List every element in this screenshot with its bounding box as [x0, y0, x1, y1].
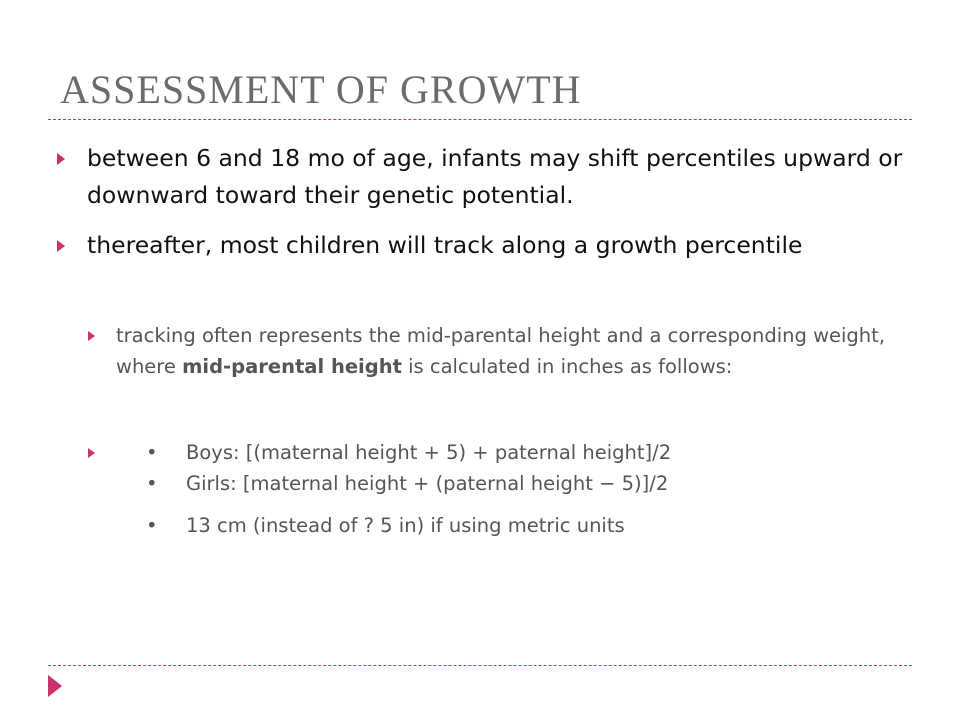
formula-item-boys	[146, 437, 671, 468]
formula-text: Boys: [(maternal height + 5) + paternal height]/2	[186, 441, 672, 464]
sub-bullet-arrow-icon	[88, 331, 95, 341]
formula-item-metric	[146, 510, 625, 541]
sub-bullet-bold-term: mid-parental height	[182, 355, 402, 378]
formula-text: 13 cm (instead of ? 5 in) if using metric units	[186, 514, 625, 537]
bullet-item: between 6 and 18 mo of age, infants may shift percentiles upward or downward toward their genetic potential.	[87, 144, 903, 209]
sub-bullet-arrow-icon	[88, 448, 95, 458]
slide-title: ASSESSMENT OF GROWTH	[60, 67, 582, 112]
bullet-arrow-icon	[57, 153, 65, 165]
dot-bullet: •	[146, 514, 158, 537]
bullet-item: thereafter, most children will track along a growth percentile	[87, 231, 803, 259]
sub-bullet-item	[116, 320, 906, 382]
footer-arrow-icon	[48, 675, 62, 697]
title-divider	[48, 119, 912, 120]
formula-item-girls	[146, 468, 668, 499]
footer-divider	[48, 665, 912, 666]
dot-bullet: •	[146, 441, 158, 464]
sub-bullet-text-after: is calculated in inches as follows:	[401, 355, 733, 378]
sub-bullet-text-before: tracking often represents the mid-parental height and a corresponding weight, where	[116, 324, 886, 378]
formula-text: Girls: [maternal height + (paternal height − 5)]/2	[186, 472, 669, 495]
dot-bullet: •	[146, 472, 158, 495]
bullet-arrow-icon	[57, 240, 65, 252]
